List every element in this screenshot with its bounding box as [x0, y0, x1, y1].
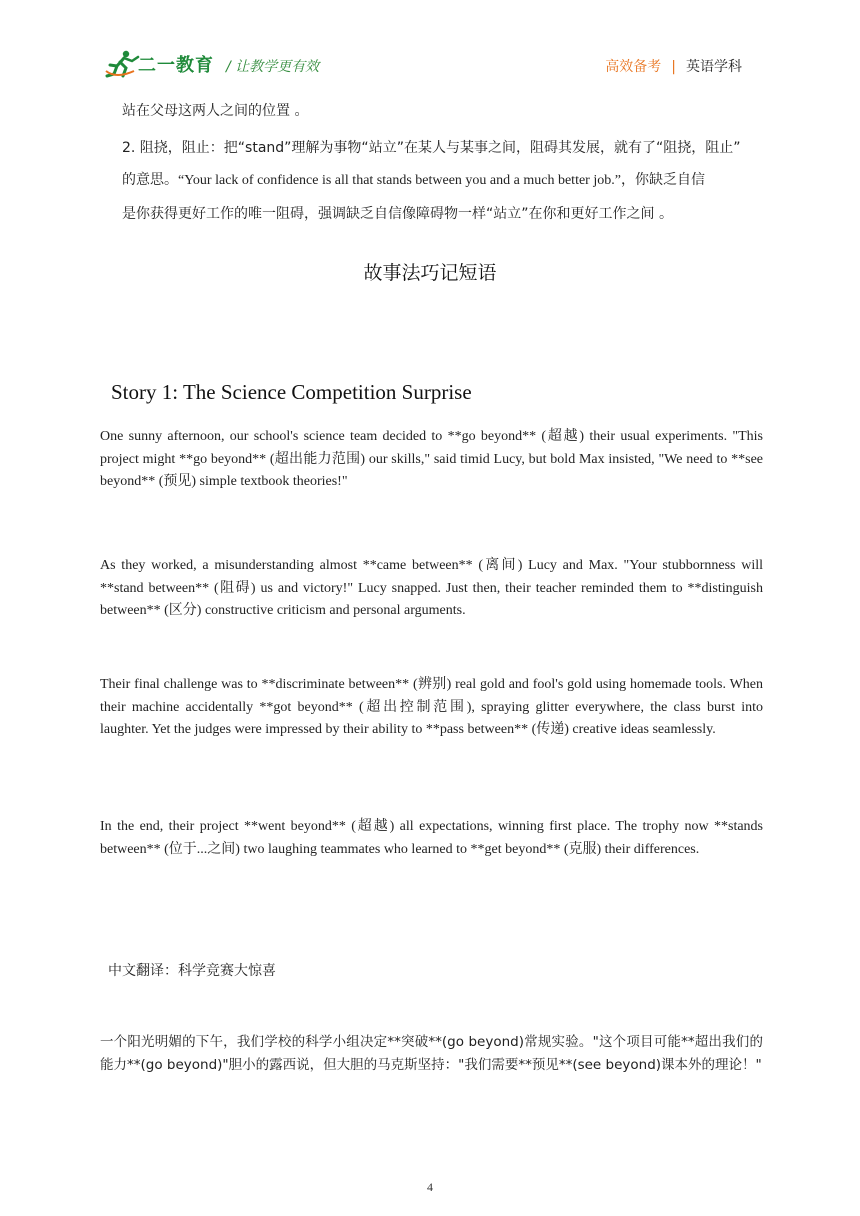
continuation-line: 站在父母这两人之间的位置 。	[122, 103, 309, 119]
header-separator: |	[671, 59, 676, 75]
translation-paragraph-1: 一个阳光明媚的下午，我们学校的科学小组决定**突破**(go beyond)常规实验。"这个项目可能**超出我们的能力**(go beyond)"胆小的露西说，但大胆的马克斯坚持："我们需要**预见**(see beyond)课本外的理论！"	[100, 1034, 763, 1073]
story-paragraph-2: As they worked, a misunderstanding almost **came between** (离间) Lucy and Max. "Your stubbornness will **stand between** (阻碍) us and victory!" Lucy snapped. Just then, their teacher reminded them to **distinguish between** (区分) constructive criticism and personal arguments.	[100, 558, 763, 619]
meaning-2-line-3: 是你获得更好工作的唯一阻碍，强调缺乏自信像障碍物一样“站立”在你和更好工作之间 。	[122, 206, 673, 222]
runner-logo-icon	[104, 49, 140, 79]
story-paragraph-4: In the end, their project **went beyond** (超越) all expectations, winning first place. The trophy now **stands between** (位于...之间) two laughing teammates who learned to **get beyond** (克服) their differences.	[100, 819, 763, 857]
story-title: Story 1: The Science Competition Surprise	[111, 380, 472, 404]
meaning-2-line-2: 的意思。“Your lack of confidence is all that stands between you and a much better job.”，你缺乏自信	[122, 173, 705, 188]
page-header	[0, 0, 860, 90]
label-exam-prep: 高效备考	[605, 59, 662, 75]
story-paragraph-3: Their final challenge was to **discriminate between** (辨别) real gold and fool's gold using homemade tools. When their machine accidentally **got beyond** (超出控制范围), spraying glitter everywhere, the class burst into laughter. Yet the judges were impressed by their ability to **pass between** (传递) creative ideas seamlessly.	[100, 677, 763, 738]
section-heading: 故事法巧记短语	[363, 262, 497, 284]
brand-logo	[104, 47, 214, 83]
slogan: / 让教学更有效	[226, 59, 320, 75]
header-right-labels	[605, 56, 742, 76]
story-paragraph-1: One sunny afternoon, our school's science team decided to **go beyond** (超越) their usual experiments. "This project might **go beyond** (超出能力范围) our skills," said timid Lucy, but bold Max insisted, "We need to **see beyond** (预见) simple textbook theories!"	[100, 429, 763, 490]
logo-text: 二一教育	[138, 55, 214, 76]
label-subject: 英语学科	[686, 59, 742, 75]
translation-title: 中文翻译：科学竞赛大惊喜	[108, 963, 276, 979]
page-number: 4	[427, 1180, 433, 1194]
meaning-2-line-1: 2. 阻挠，阻止：把“stand”理解为事物“站立”在某人与某事之间，阻碍其发展，就有了“阻挠，阻止”	[122, 140, 741, 156]
